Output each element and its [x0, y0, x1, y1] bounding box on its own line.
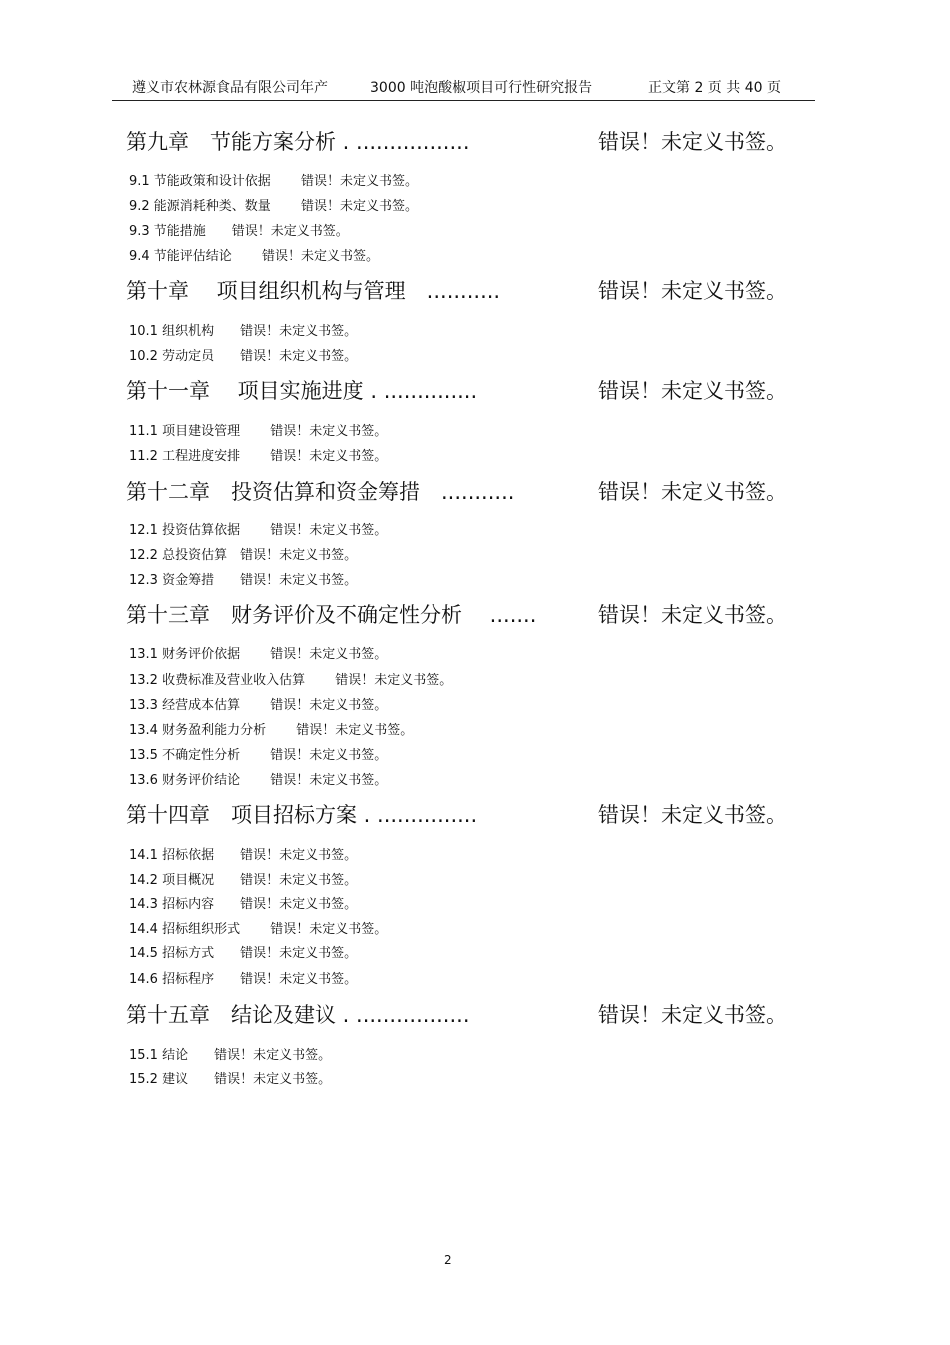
chapter-title: 第十一章 项目实施进度 . .............. — [126, 379, 478, 403]
toc-section[interactable]: 12.2 总投资估算 错误！未定义书签。 — [129, 548, 358, 563]
toc-section[interactable]: 13.1 财务评价依据 错误！未定义书签。 — [129, 647, 388, 662]
toc-section[interactable]: 14.6 招标程序 错误！未定义书签。 — [129, 972, 358, 987]
toc-section[interactable]: 9.4 节能评估结论 错误！未定义书签。 — [129, 249, 379, 264]
header-report-title: 3000 吨泡酸椒项目可行性研究报告 — [370, 80, 593, 96]
chapter-page-ref: 错误！未定义书签。 — [598, 603, 787, 627]
toc-section[interactable]: 9.2 能源消耗种类、数量 错误！未定义书签。 — [129, 199, 418, 214]
toc-chapter[interactable] — [126, 375, 796, 405]
toc-section[interactable]: 14.1 招标依据 错误！未定义书签。 — [129, 848, 358, 863]
toc-section[interactable]: 14.2 项目概况 错误！未定义书签。 — [129, 873, 358, 888]
toc-chapter[interactable] — [126, 126, 796, 156]
chapter-title: 第九章 节能方案分析 . ................. — [126, 130, 470, 154]
toc-section[interactable]: 11.1 项目建设管理 错误！未定义书签。 — [129, 424, 388, 439]
chapter-page-ref: 错误！未定义书签。 — [598, 803, 787, 827]
toc-section[interactable]: 13.2 收费标准及营业收入估算 错误！未定义书签。 — [129, 673, 453, 688]
chapter-page-ref: 错误！未定义书签。 — [598, 130, 787, 154]
toc-section[interactable]: 14.4 招标组织形式 错误！未定义书签。 — [129, 922, 388, 937]
toc-section[interactable]: 13.6 财务评价结论 错误！未定义书签。 — [129, 773, 388, 788]
chapter-page-ref: 错误！未定义书签。 — [598, 1003, 787, 1027]
toc-section[interactable]: 13.4 财务盈利能力分析 错误！未定义书签。 — [129, 723, 414, 738]
header-company: 遵义市农林源食品有限公司年产 — [132, 80, 328, 96]
toc-chapter[interactable] — [126, 599, 796, 629]
toc-section[interactable]: 15.2 建议 错误！未定义书签。 — [129, 1072, 332, 1087]
toc-chapter[interactable] — [126, 275, 796, 305]
toc-section[interactable]: 13.3 经营成本估算 错误！未定义书签。 — [129, 698, 388, 713]
chapter-page-ref: 错误！未定义书签。 — [598, 379, 787, 403]
toc-section[interactable]: 15.1 结论 错误！未定义书签。 — [129, 1048, 332, 1063]
toc-chapter[interactable] — [126, 476, 796, 506]
toc-section[interactable]: 11.2 工程进度安排 错误！未定义书签。 — [129, 449, 388, 464]
toc-section[interactable]: 10.2 劳动定员 错误！未定义书签。 — [129, 349, 358, 364]
toc-section[interactable]: 10.1 组织机构 错误！未定义书签。 — [129, 324, 358, 339]
toc-chapter[interactable] — [126, 999, 796, 1029]
header-divider — [112, 100, 815, 101]
chapter-title: 第十五章 结论及建议 . ................. — [126, 1003, 470, 1027]
toc-chapter[interactable] — [126, 799, 796, 829]
toc-section[interactable]: 9.3 节能措施 错误！未定义书签。 — [129, 224, 349, 239]
toc-section[interactable]: 9.1 节能政策和设计依据 错误！未定义书签。 — [129, 174, 418, 189]
toc-section[interactable]: 14.5 招标方式 错误！未定义书签。 — [129, 946, 358, 961]
toc-section[interactable]: 13.5 不确定性分析 错误！未定义书签。 — [129, 748, 388, 763]
header-page-info: 正文第 2 页 共 40 页 — [648, 80, 781, 96]
chapter-title: 第十章 项目组织机构与管理 ........... — [126, 279, 501, 303]
chapter-title: 第十二章 投资估算和资金筹措 ........... — [126, 480, 515, 504]
chapter-title: 第十四章 项目招标方案 . ............... — [126, 803, 478, 827]
toc-section[interactable]: 12.3 资金筹措 错误！未定义书签。 — [129, 573, 358, 588]
page-number: 2 — [444, 1253, 452, 1267]
chapter-page-ref: 错误！未定义书签。 — [598, 480, 787, 504]
toc-section[interactable]: 12.1 投资估算依据 错误！未定义书签。 — [129, 523, 388, 538]
toc-section[interactable]: 14.3 招标内容 错误！未定义书签。 — [129, 897, 358, 912]
chapter-title: 第十三章 财务评价及不确定性分析 ....... — [126, 603, 537, 627]
chapter-page-ref: 错误！未定义书签。 — [598, 279, 787, 303]
